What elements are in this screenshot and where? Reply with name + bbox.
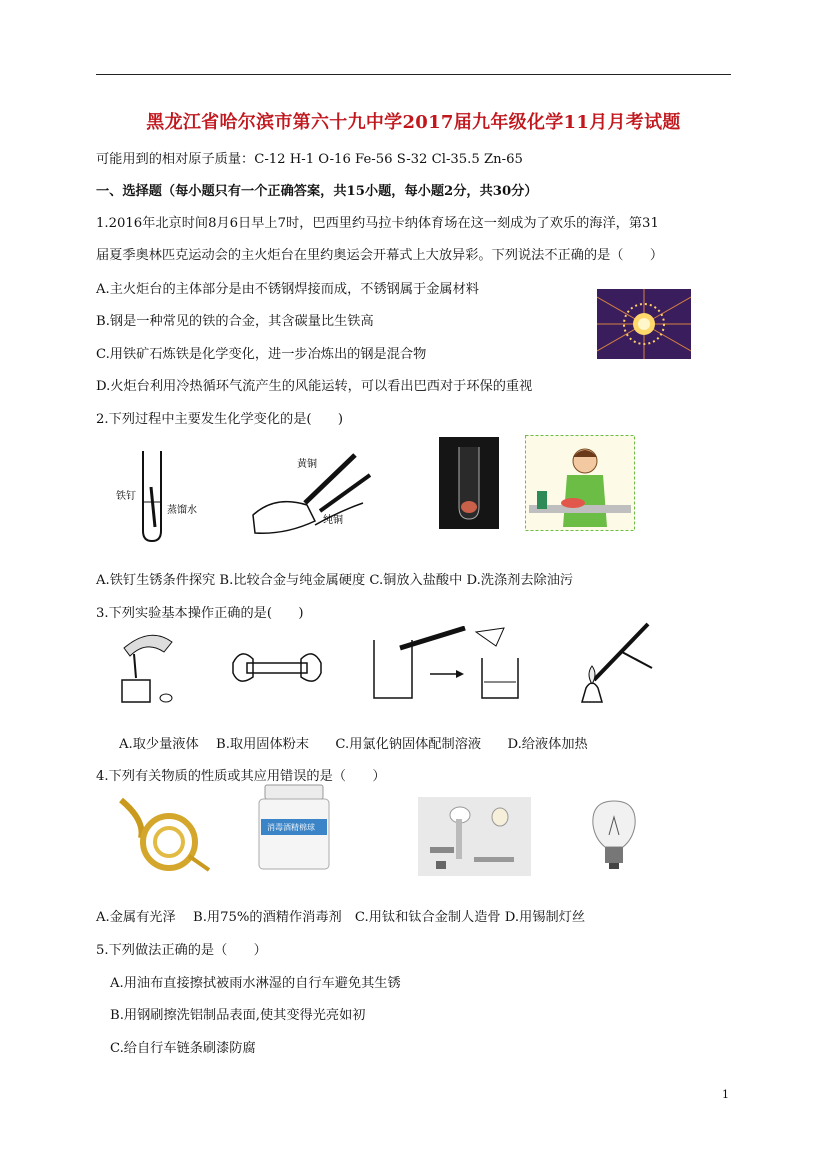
nail-label: 铁钉 <box>116 491 136 502</box>
q1-stem-line1: 1.2016年北京时间8月6日早上7时，巴西里约马拉卡纳体育场在这一刻成为了欢乐的海洋，第31 <box>96 216 659 231</box>
q1-stem-line2: 届夏季奥林匹克运动会的主火炬台在里约奥运会开幕式上大放异彩。下列说法不正确的是（ ） <box>96 248 664 263</box>
q1-option-c: C.用铁矿石炼铁是化学变化，进一步冶炼出的钢是混合物 <box>96 347 427 362</box>
nacl-solution-diagram <box>370 626 525 704</box>
heat-liquid-diagram <box>572 618 657 708</box>
water-label: 蒸馏水 <box>167 505 197 516</box>
nail-rust-diagram <box>113 447 208 547</box>
page-number: 1 <box>722 1088 729 1101</box>
q5-option-b: B.用钢刷擦洗铝制品表面,使其变得光亮如初 <box>110 1008 366 1023</box>
q3-stem: 3.下列实验基本操作正确的是( ) <box>96 606 304 621</box>
q5-stem: 5.下列做法正确的是（ ） <box>96 943 267 958</box>
copper-label: 纯铜 <box>323 515 343 526</box>
dropper-liquid-diagram <box>110 628 190 706</box>
q4-stem: 4.下列有关物质的性质或其应用错误的是（ ） <box>96 769 386 784</box>
q2-stem: 2.下列过程中主要发生化学变化的是( ) <box>96 412 344 427</box>
header-rule <box>96 74 731 75</box>
artificial-bone-photo <box>418 797 531 876</box>
bottle-label: 消毒酒精棉球 <box>267 823 315 832</box>
detergent-washing-picture <box>525 435 635 531</box>
french-horn-photo <box>111 790 215 876</box>
alloy-scratch-diagram <box>245 445 380 545</box>
q5-option-a: A.用油布直接擦拭被雨水淋湿的自行车避免其生锈 <box>110 976 401 991</box>
light-bulb-photo <box>585 795 643 875</box>
page-title: 黑龙江省哈尔滨市第六十九中学2017届九年级化学11月月考试题 <box>146 112 681 133</box>
torch-photo <box>597 289 691 359</box>
q1-option-d: D.火炬台利用冷热循环气流产生的风能运转，可以看出巴西对于环保的重视 <box>96 379 533 394</box>
copper-acid-photo <box>439 437 499 529</box>
section-heading: 一、选择题（每小题只有一个正确答案，共15小题，每小题2分，共30分） <box>96 184 538 199</box>
solid-powder-diagram <box>227 633 327 703</box>
atomic-mass-line: 可能用到的相对原子质量：C-12 H-1 O-16 Fe-56 S-32 Cl-35.5 Zn-65 <box>96 152 523 167</box>
q1-option-b: B.钢是一种常见的铁的合金，其含碳量比生铁高 <box>96 314 374 329</box>
q3-options: A.取少量液体 B.取用固体粉末 C.用氯化钠固体配制溶液 D.给液体加热 <box>119 737 588 752</box>
q4-options: A.金属有光泽 B.用75%的酒精作消毒剂 C.用钛和钛合金制人造骨 D.用锡制灯丝 <box>96 910 586 925</box>
q1-option-a: A.主火炬台的主体部分是由不锈钢焊接而成，不锈钢属于金属材料 <box>96 282 479 297</box>
brass-label: 黄铜 <box>297 459 317 470</box>
q2-options: A.铁钉生锈条件探究 B.比较合金与纯金属硬度 C.铜放入盐酸中 D.洗涤剂去除油污 <box>96 573 574 588</box>
q5-option-c: C.给自行车链条刷漆防腐 <box>110 1041 256 1056</box>
alcohol-cotton-bottle-photo <box>253 783 335 871</box>
